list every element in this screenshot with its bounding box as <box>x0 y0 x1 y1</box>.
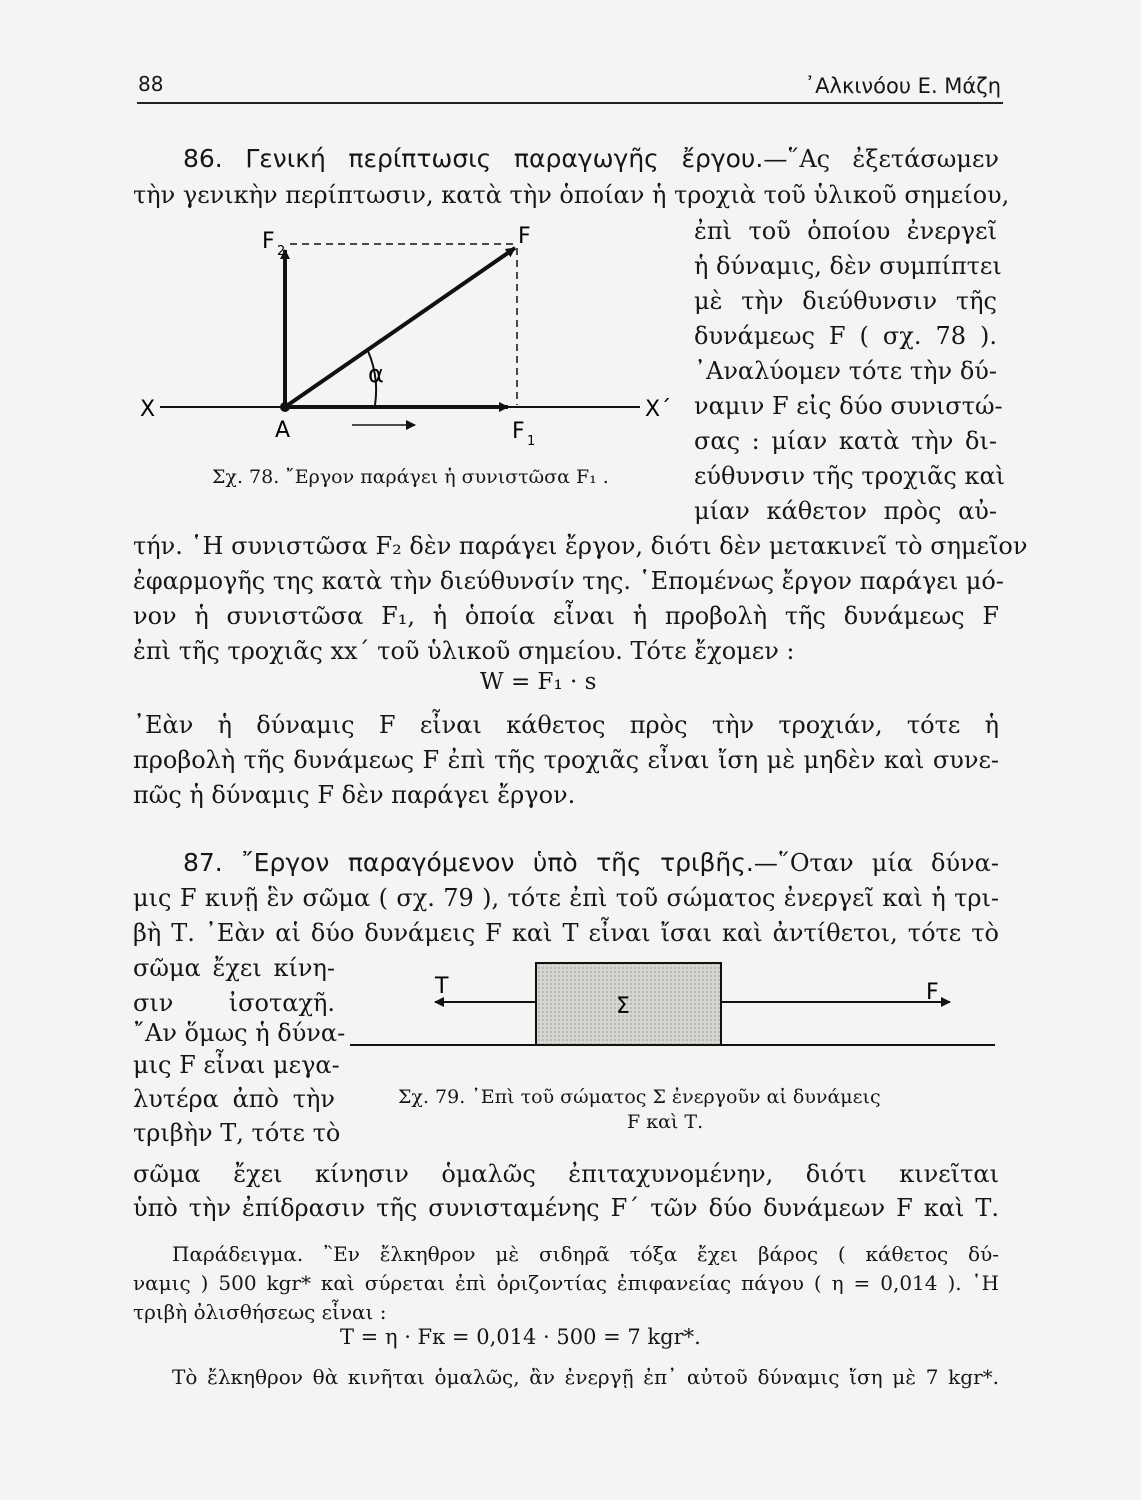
section-86-heading-line <box>183 142 999 176</box>
section-87-end-line-2: ὑπὸ τὴν ἐπίδρασιν τῆς συνισταμένης F΄ τῶν δύο δυνάμεων F καὶ Τ. <box>133 1194 999 1222</box>
example-line-2: ναμις ) 500 kgr* καὶ σύρεται ἐπὶ ὁριζοντίας ἐπιφανείας πάγου ( η = 0,014 ). ῾Η <box>133 1271 999 1295</box>
label-alpha: α <box>368 360 384 388</box>
label-sigma: Σ <box>616 994 630 1019</box>
label-f1: F <box>512 419 525 444</box>
running-header-author: ᾿Αλκινόου Ε. Μάζη <box>804 74 1001 98</box>
section-86-para-line-4: ἐπὶ τῆς τροχιᾶς xx΄ τοῦ ὑλικοῦ σημείου. Τότε ἔχομεν : <box>133 637 795 665</box>
section-86-para2-line-1: ᾿Εὰν ἡ δύναμις F εἶναι κάθετος πρὸς τὴν τροχιάν, τότε ἡ <box>133 711 999 739</box>
f-vector <box>285 248 515 407</box>
section-86-title: 86. Γενική περίπτωσις παραγωγῆς ἔργου. <box>183 144 764 173</box>
label-f1-sub: 1 <box>527 434 536 449</box>
section-87-title: 87. ῎Εργον παραγόμενον ὑπὸ τῆς τριβῆς. <box>183 848 754 877</box>
section-87-side-line-5: λυτέρα ἀπὸ τὴν <box>133 1085 335 1113</box>
label-x: X <box>140 397 156 422</box>
section-86-side-line-9: μίαν κάθετον πρὸς αὐ- <box>694 497 997 525</box>
equation-friction: T = η · Fκ = 0,014 · 500 = 7 kgr*. <box>340 1325 701 1349</box>
section-86-para-line-2: ἐφαρμογῆς της κατὰ τὴν διεύθυνσίν της. ῾Επομένως ἔργον παράγει μό- <box>133 567 1004 595</box>
equation-work: W = F₁ · s <box>480 669 597 695</box>
section-86-side-line-6: ναμιν F εἰς δύο συνιστώ- <box>694 392 1003 420</box>
figure-79-caption-line-2: F καὶ Τ. <box>627 1111 704 1133</box>
label-a: A <box>275 418 291 443</box>
section-87-end-line-1: σῶμα ἔχει κίνησιν ὁμαλῶς ἐπιταχυνομένην, διότι κινεῖται <box>133 1160 999 1188</box>
page-number: 88 <box>138 72 164 96</box>
label-f: F <box>926 980 939 1005</box>
section-87-heading-line <box>183 846 999 880</box>
point-a <box>280 402 290 412</box>
label-f: F <box>518 224 531 249</box>
section-87-intro: —῞Οταν μία δύνα- <box>753 849 999 877</box>
section-87-side-line-1: σῶμα ἔχει κίνη- <box>133 954 335 982</box>
figure-78-caption: Σχ. 78. ῎Εργον παράγει ἡ συνιστῶσα F₁ . <box>212 466 609 488</box>
section-87-side-line-6: τριβὴν Τ, τότε τὸ <box>133 1119 341 1147</box>
section-86-side-line-3: μὲ τὴν διεύθυνσιν τῆς <box>694 287 997 315</box>
example-final-line: Τὸ ἔλκηθρον θὰ κινῆται ὁμαλῶς, ἂν ἐνεργῇ ἐπ᾿ αὐτοῦ δύναμις ἴση μὲ 7 kgr*. <box>172 1365 999 1389</box>
section-86-para2-line-2: προβολὴ τῆς δυνάμεως F ἐπὶ τῆς τροχιᾶς εἶναι ἴση μὲ μηδὲν καὶ συνε- <box>133 746 999 774</box>
section-86-side-line-8: εύθυνσιν τῆς τροχιᾶς καὶ <box>694 462 1006 490</box>
figure-79-caption-line-1: Σχ. 79. ᾿Επὶ τοῦ σώματος Σ ἐνεργοῦν αἱ δυνάμεις <box>398 1086 881 1108</box>
section-86-line-1: τὴν γενικὴν περίπτωσιν, κατὰ τὴν ὁποίαν ἡ τροχιὰ τοῦ ὑλικοῦ σημείου, <box>133 181 1010 209</box>
section-86-side-line-1: ἐπὶ τοῦ ὁποίου ἐνεργεῖ <box>694 217 997 245</box>
section-87-side-line-4: μις F εἶναι μεγα- <box>133 1051 340 1079</box>
label-x-prime: X΄ <box>645 397 672 422</box>
label-t: T <box>435 974 449 999</box>
figure-79-diagram <box>350 955 1000 1055</box>
example-line-3: τριβὴ ὀλισθήσεως εἶναι : <box>133 1300 387 1324</box>
section-86-side-line-2: ἡ δύναμις, δὲν συμπίπτει <box>694 252 1002 280</box>
section-87-side-line-2: σιν ἰσοταχῆ. <box>133 989 335 1017</box>
section-87-line-3: βὴ Τ. ᾿Εὰν αἱ δύο δυνάμεις F καὶ Τ εἶναι ἴσαι καὶ ἀντίθετοι, τότε τὸ <box>133 919 999 947</box>
section-86-para2-line-3: πῶς ἡ δύναμις F δὲν παράγει ἔργον. <box>133 781 576 809</box>
section-86-side-line-4: δυνάμεως F ( σχ. 78 ). <box>694 322 997 350</box>
label-f2: F <box>262 229 275 254</box>
example-line-1: Παράδειγμα. ῍Εν ἔλκηθρον μὲ σιδηρᾶ τόξα ἔχει βάρος ( κάθετος δύ- <box>172 1242 999 1266</box>
figure-78-diagram <box>130 220 690 450</box>
header-rule <box>137 102 1003 104</box>
section-86-para-line-3: νον ἡ συνιστῶσα F₁, ἡ ὁποία εἶναι ἡ προβολὴ τῆς δυνάμεως F <box>133 602 999 630</box>
section-86-side-line-5: ᾿Αναλύομεν τότε τὴν δύ- <box>694 357 997 385</box>
section-86-side-line-7: σας : μίαν κατὰ τὴν δι- <box>694 427 997 455</box>
section-87-side-line-3: ῎Αν ὅμως ἡ δύνα- <box>133 1019 346 1047</box>
label-f2-sub: 2 <box>277 244 286 259</box>
section-86-para-line-1: τήν. ῾Η συνιστῶσα F₂ δὲν παράγει ἔργον, διότι δὲν μετακινεῖ τὸ σημεῖον <box>133 532 1028 560</box>
section-87-line-2: μις F κινῇ ἓν σῶμα ( σχ. 79 ), τότε ἐπὶ τοῦ σώματος ἐνεργεῖ καὶ ἡ τρι- <box>133 884 999 912</box>
section-86-intro: —῞Ας ἐξετάσωμεν <box>763 145 999 173</box>
